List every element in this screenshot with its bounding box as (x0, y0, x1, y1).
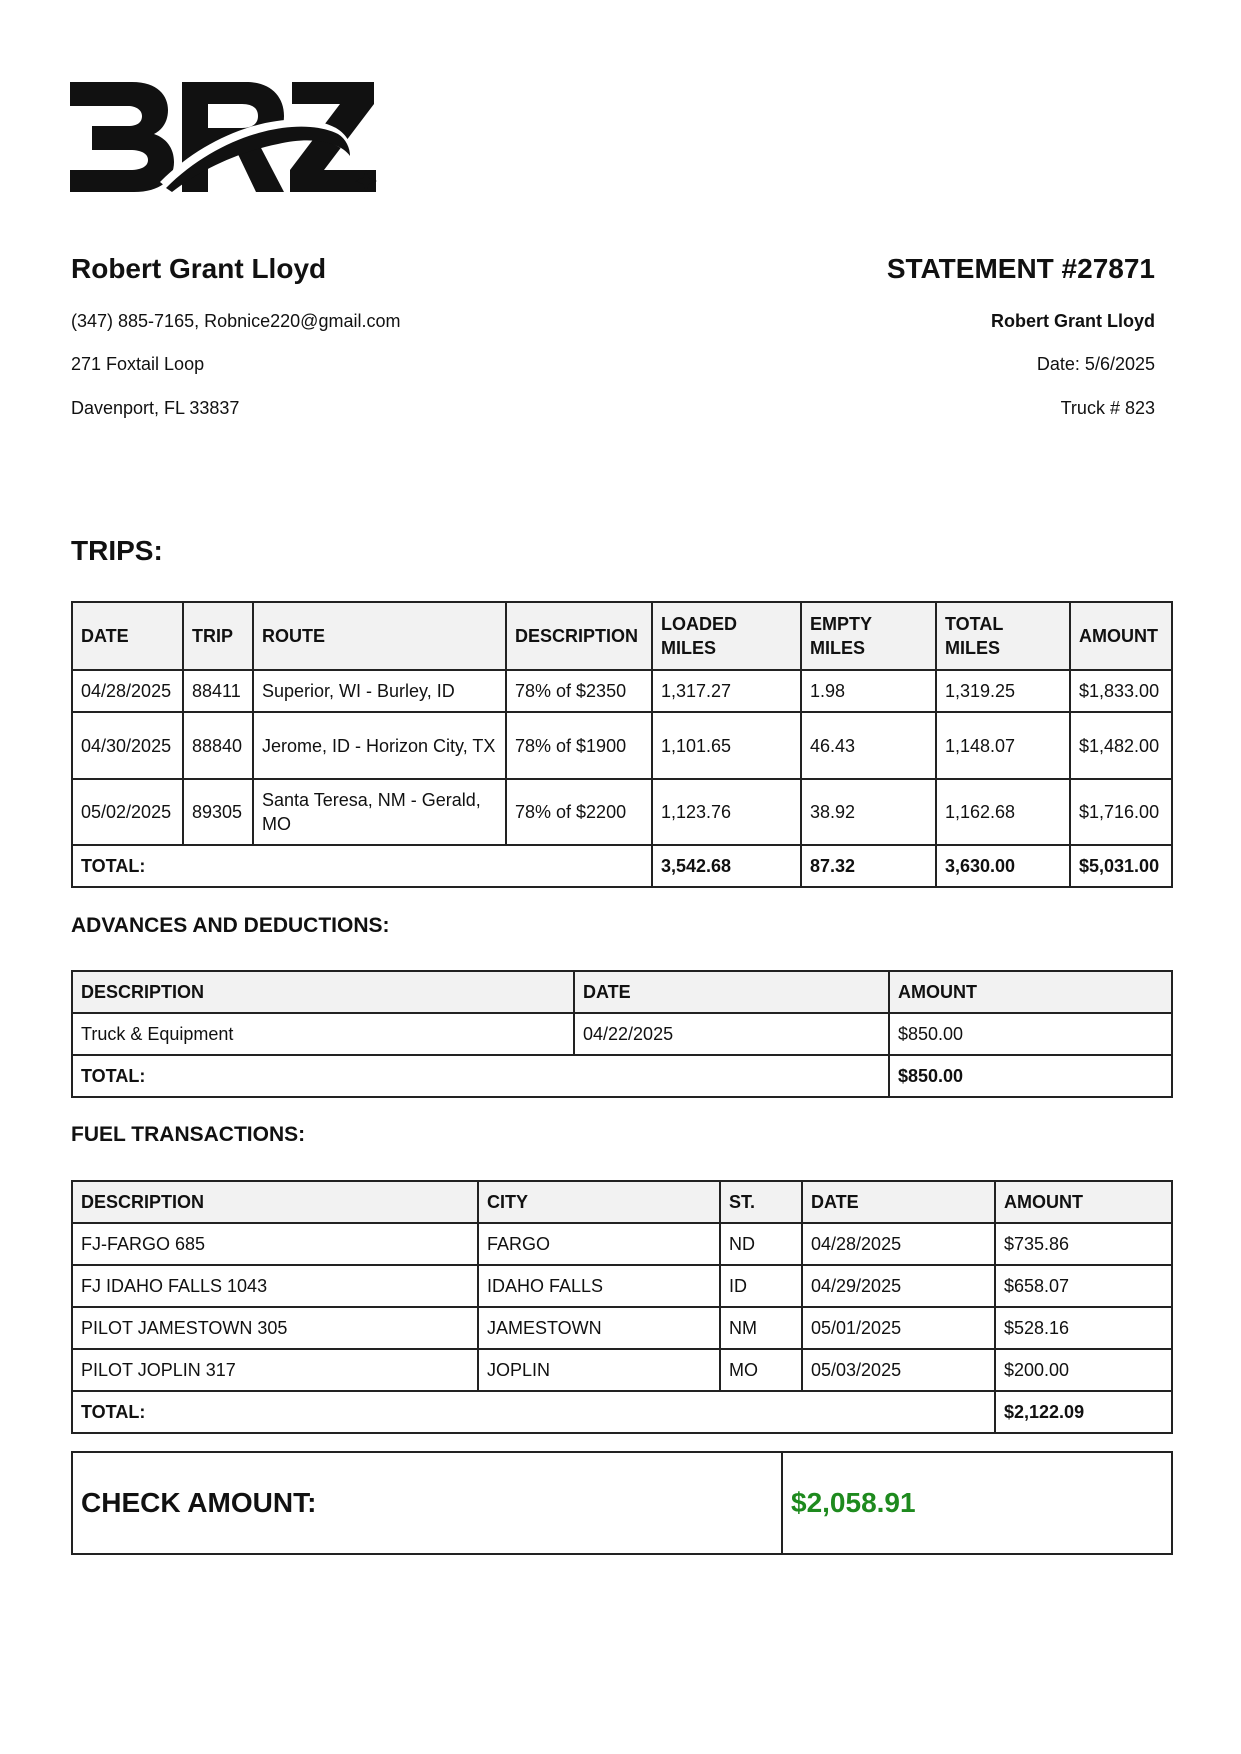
fuel-date: 04/29/2025 (802, 1265, 995, 1307)
trip-description: 78% of $2350 (506, 670, 652, 712)
table-row (72, 1349, 1172, 1391)
advances-header-row (72, 971, 1172, 1013)
statement-truck: Truck # 823 (1060, 398, 1155, 418)
fuel-description: PILOT JOPLIN 317 (72, 1349, 478, 1391)
trip-loaded-miles: 1,123.76 (652, 779, 801, 845)
trip-empty-miles: 46.43 (801, 712, 936, 779)
trips-header-route: ROUTE (253, 602, 506, 670)
trip-amount: $1,716.00 (1070, 779, 1172, 845)
trip-route: Superior, WI - Burley, ID (253, 670, 506, 712)
fuel-header-date: DATE (802, 1181, 995, 1223)
sender-address-line2: Davenport, FL 33837 (71, 398, 240, 418)
fuel-amount: $658.07 (995, 1265, 1172, 1307)
fuel-date: 05/01/2025 (802, 1307, 995, 1349)
fuel-city: JOPLIN (478, 1349, 720, 1391)
fuel-date: 05/03/2025 (802, 1349, 995, 1391)
advance-description: Truck & Equipment (72, 1013, 574, 1055)
sender-name: Robert Grant Lloyd (71, 253, 327, 284)
trip-loaded-miles: 1,101.65 (652, 712, 801, 779)
fuel-city: JAMESTOWN (478, 1307, 720, 1349)
trips-total-loaded: 3,542.68 (652, 845, 801, 887)
fuel-date: 04/28/2025 (802, 1223, 995, 1265)
fuel-table (71, 1180, 1173, 1434)
trip-number: 88411 (183, 670, 253, 712)
fuel-header-amount: AMOUNT (995, 1181, 1172, 1223)
advances-title: ADVANCES AND DEDUCTIONS: (71, 914, 390, 937)
table-row (72, 1307, 1172, 1349)
trip-amount: $1,833.00 (1070, 670, 1172, 712)
trips-total-label: TOTAL: (72, 845, 652, 887)
fuel-amount: $200.00 (995, 1349, 1172, 1391)
trip-route: Santa Teresa, NM - Gerald, MO (253, 779, 506, 845)
fuel-description: FJ-FARGO 685 (72, 1223, 478, 1265)
trip-total-miles: 1,162.68 (936, 779, 1070, 845)
brz-logo (70, 78, 390, 196)
trip-empty-miles: 38.92 (801, 779, 936, 845)
fuel-state: ID (720, 1265, 802, 1307)
fuel-total-label: TOTAL: (72, 1391, 995, 1433)
trips-total-row (72, 845, 1172, 887)
advances-total-label: TOTAL: (72, 1055, 889, 1097)
advance-amount: $850.00 (889, 1013, 1172, 1055)
fuel-description: PILOT JAMESTOWN 305 (72, 1307, 478, 1349)
trip-date: 04/28/2025 (72, 670, 183, 712)
table-row (72, 779, 1172, 845)
trip-number: 88840 (183, 712, 253, 779)
trips-total-empty: 87.32 (801, 845, 936, 887)
trips-header-row (72, 602, 1172, 670)
trips-header-total-miles: TOTAL MILES (936, 602, 1070, 670)
statement-recipient: Robert Grant Lloyd (990, 311, 1155, 331)
fuel-header-row (72, 1181, 1172, 1223)
advances-header-date: DATE (574, 971, 889, 1013)
trips-header-description: DESCRIPTION (506, 602, 652, 670)
fuel-amount: $735.86 (995, 1223, 1172, 1265)
trips-header-amount: AMOUNT (1070, 602, 1172, 670)
trips-total-amount: $5,031.00 (1070, 845, 1172, 887)
trip-total-miles: 1,319.25 (936, 670, 1070, 712)
fuel-city: FARGO (478, 1223, 720, 1265)
check-amount-label: CHECK AMOUNT: (72, 1452, 782, 1554)
trips-header-trip: TRIP (183, 602, 253, 670)
statement-block (595, 252, 1155, 418)
trip-date: 05/02/2025 (72, 779, 183, 845)
sender-block (71, 252, 631, 418)
trips-total-miles: 3,630.00 (936, 845, 1070, 887)
trip-date: 04/30/2025 (72, 712, 183, 779)
advances-header-amount: AMOUNT (889, 971, 1172, 1013)
fuel-city: IDAHO FALLS (478, 1265, 720, 1307)
fuel-header-city: CITY (478, 1181, 720, 1223)
table-row (72, 1265, 1172, 1307)
trip-description: 78% of $1900 (506, 712, 652, 779)
fuel-amount: $528.16 (995, 1307, 1172, 1349)
fuel-total-amount: $2,122.09 (995, 1391, 1172, 1433)
fuel-header-description: DESCRIPTION (72, 1181, 478, 1223)
trips-header-loaded-miles: LOADED MILES (652, 602, 801, 670)
table-row (72, 1223, 1172, 1265)
trips-table (71, 601, 1173, 888)
sender-contact: (347) 885-7165, Robnice220@gmail.com (71, 311, 401, 331)
check-amount-value: $2,058.91 (782, 1452, 1172, 1554)
trip-description: 78% of $2200 (506, 779, 652, 845)
statement-date: Date: 5/6/2025 (1036, 354, 1155, 374)
brz-logo-graphic (70, 78, 390, 196)
trip-loaded-miles: 1,317.27 (652, 670, 801, 712)
table-row (72, 670, 1172, 712)
trips-header-empty-miles: EMPTY MILES (801, 602, 936, 670)
trip-empty-miles: 1.98 (801, 670, 936, 712)
trip-route: Jerome, ID - Horizon City, TX (253, 712, 506, 779)
fuel-state: NM (720, 1307, 802, 1349)
trips-header-date: DATE (72, 602, 183, 670)
fuel-header-state: ST. (720, 1181, 802, 1223)
advance-date: 04/22/2025 (574, 1013, 889, 1055)
trip-total-miles: 1,148.07 (936, 712, 1070, 779)
table-row (72, 712, 1172, 779)
fuel-total-row (72, 1391, 1172, 1433)
fuel-description: FJ IDAHO FALLS 1043 (72, 1265, 478, 1307)
trip-amount: $1,482.00 (1070, 712, 1172, 779)
trip-number: 89305 (183, 779, 253, 845)
advances-total-row (72, 1055, 1172, 1097)
fuel-state: ND (720, 1223, 802, 1265)
advances-header-description: DESCRIPTION (72, 971, 574, 1013)
advances-total-amount: $850.00 (889, 1055, 1172, 1097)
fuel-title: FUEL TRANSACTIONS: (71, 1123, 306, 1146)
check-amount-box (71, 1451, 1173, 1555)
advances-table (71, 970, 1173, 1098)
table-row (72, 1013, 1172, 1055)
trips-title: TRIPS: (71, 535, 163, 566)
fuel-state: MO (720, 1349, 802, 1391)
statement-title: STATEMENT #27871 (886, 253, 1155, 284)
sender-address-line1: 271 Foxtail Loop (71, 354, 205, 374)
